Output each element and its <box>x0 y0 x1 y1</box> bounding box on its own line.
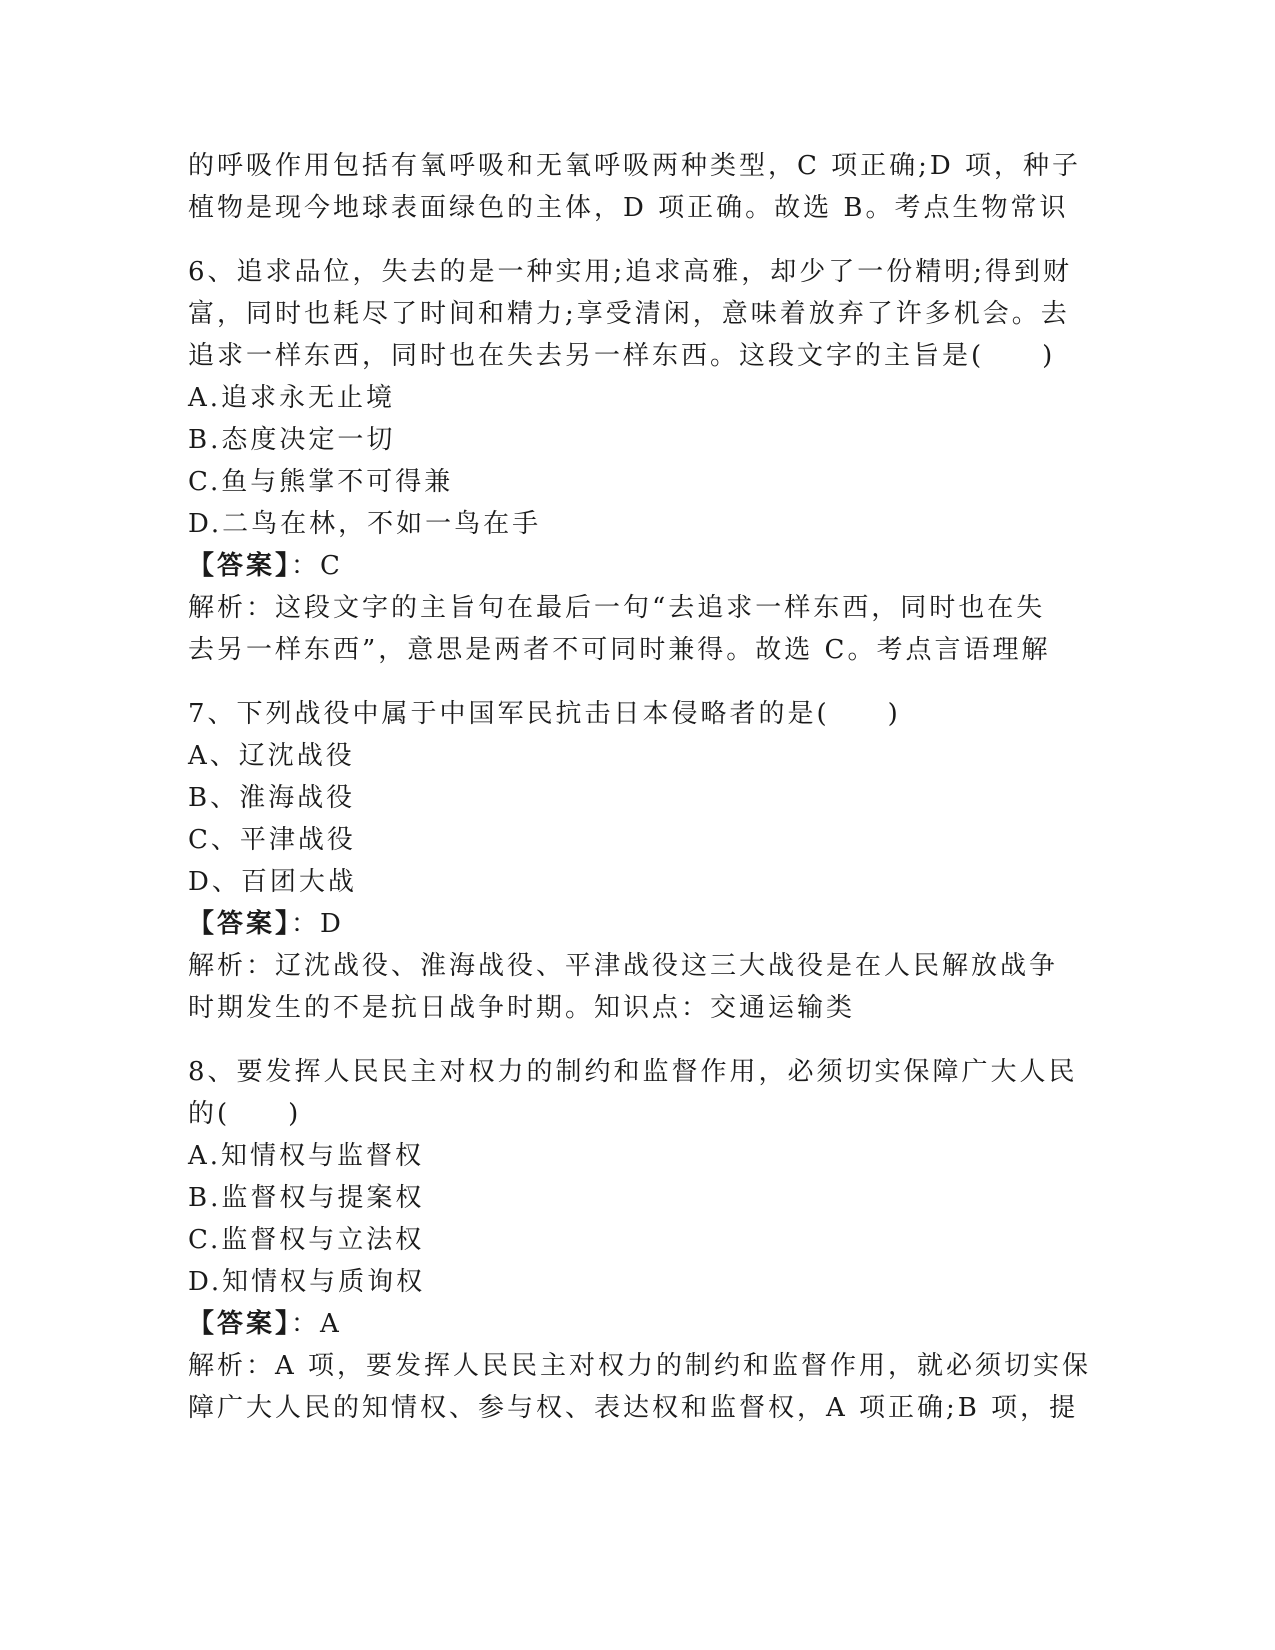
answer-line <box>188 1303 1088 1345</box>
answer-label: 【答案】 <box>188 551 292 581</box>
answer-label: 【答案】 <box>188 1309 292 1339</box>
analysis-line: 解析：A 项，要发挥人民民主对权力的制约和监督作用，就必须切实保 <box>188 1351 1092 1381</box>
analysis-line: 植物是现今地球表面绿色的主体，D 项正确。故选 B。考点生物常识 <box>188 193 1069 223</box>
option-a: A、辽沈战役 <box>188 741 355 771</box>
analysis-line: 去另一样东西”，意思是两者不可同时兼得。故选 C。考点言语理解 <box>188 635 1051 665</box>
answer-label: 【答案】 <box>188 909 292 939</box>
option-d: D.二鸟在林，不如一鸟在手 <box>188 509 542 539</box>
option-b: B.监督权与提案权 <box>188 1183 425 1213</box>
question-stem: 6、追求品位，失去的是一种实用;追求高雅，却少了一份精明;得到财 <box>188 257 1073 287</box>
analysis-line: 解析：辽沈战役、淮海战役、平津战役这三大战役是在人民解放战争 <box>188 951 1059 981</box>
option-a: A.追求永无止境 <box>188 383 396 413</box>
option-b: B.态度决定一切 <box>188 425 396 455</box>
answer-value: ：A <box>291 1309 342 1339</box>
answer-value: ：D <box>291 909 344 939</box>
question-stem: 7、下列战役中属于中国军民抗击日本侵略者的是( ) <box>188 699 901 729</box>
option-d: D.知情权与质询权 <box>188 1267 426 1297</box>
analysis-line: 障广大人民的知情权、参与权、表达权和监督权，A 项正确;B 项，提 <box>188 1393 1079 1423</box>
option-c: C.鱼与熊掌不可得兼 <box>188 467 454 497</box>
answer-line <box>188 903 1088 945</box>
option-a: A.知情权与监督权 <box>188 1141 425 1171</box>
option-b: B、淮海战役 <box>188 783 356 813</box>
analysis-line: 的呼吸作用包括有氧呼吸和无氧呼吸两种类型，C 项正确;D 项，种子 <box>188 151 1082 181</box>
answer-line <box>188 545 1088 587</box>
option-c: C.监督权与立法权 <box>188 1225 425 1255</box>
question-stem: 追求一样东西，同时也在失去另一样东西。这段文字的主旨是( ) <box>188 341 1056 371</box>
document-page <box>188 145 1092 1429</box>
question-7 <box>188 693 1088 1029</box>
prev-analysis <box>188 145 1088 229</box>
question-stem: 的( ) <box>188 1099 302 1129</box>
question-8 <box>188 1051 1092 1429</box>
question-stem: 富，同时也耗尽了时间和精力;享受清闲，意味着放弃了许多机会。去 <box>188 299 1070 329</box>
analysis-line: 时期发生的不是抗日战争时期。知识点：交通运输类 <box>188 993 856 1023</box>
option-d: D、百团大战 <box>188 867 357 897</box>
analysis-line: 解析：这段文字的主旨句在最后一句“去追求一样东西，同时也在失 <box>188 593 1046 623</box>
answer-value: ：C <box>291 551 343 581</box>
option-c: C、平津战役 <box>188 825 356 855</box>
question-stem: 8、要发挥人民民主对权力的制约和监督作用，必须切实保障广大人民 <box>188 1057 1078 1087</box>
question-6 <box>188 251 1088 671</box>
